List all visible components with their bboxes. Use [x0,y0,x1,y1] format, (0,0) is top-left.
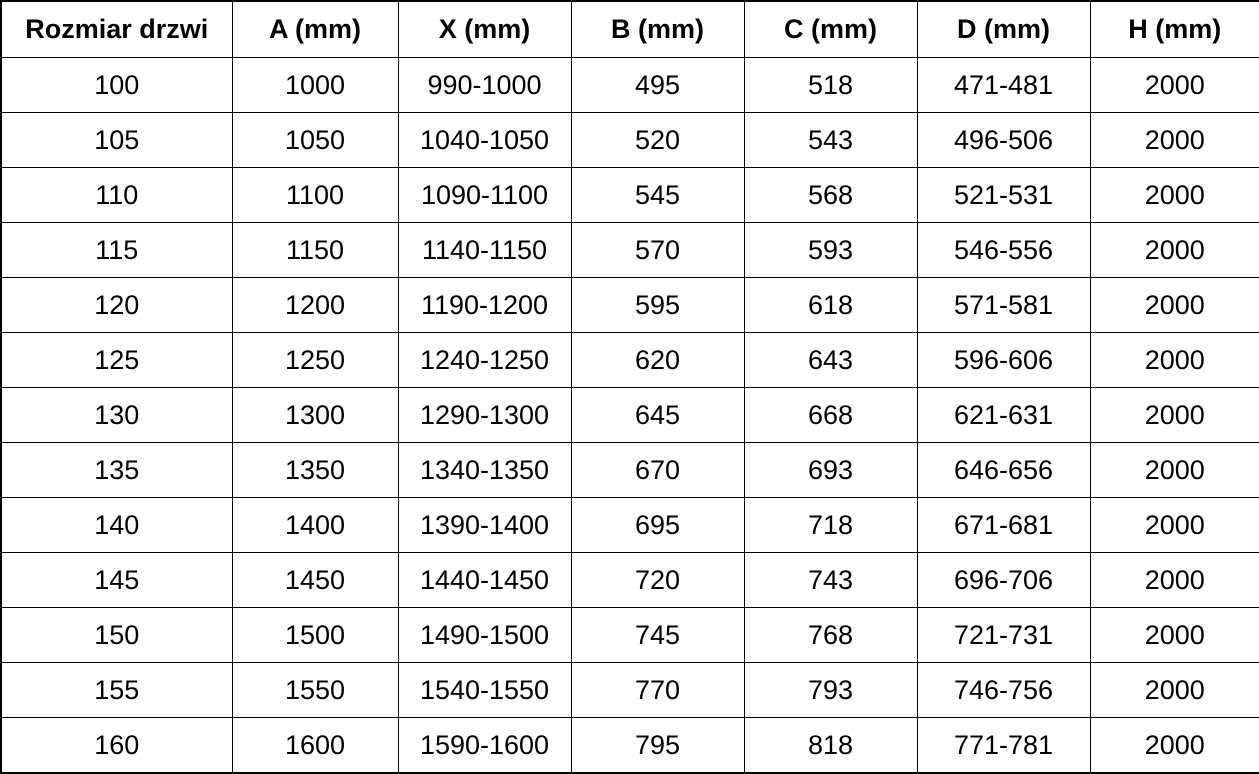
table-cell: 2000 [1090,553,1259,608]
table-cell: 1050 [232,113,398,168]
table-cell: 1550 [232,663,398,718]
table-cell: 2000 [1090,498,1259,553]
table-cell: 746-756 [917,663,1090,718]
table-cell: 646-656 [917,443,1090,498]
table-cell: 521-531 [917,168,1090,223]
table-cell: 1090-1100 [398,168,571,223]
table-cell: 745 [571,608,744,663]
table-cell: 1440-1450 [398,553,571,608]
table-cell: 1350 [232,443,398,498]
table-cell: 140 [1,498,232,553]
table-cell: 743 [744,553,917,608]
table-cell: 1250 [232,333,398,388]
table-row [1,608,1259,663]
table-cell: 2000 [1090,718,1259,774]
table-cell: 696-706 [917,553,1090,608]
table-cell: 2000 [1090,168,1259,223]
table-cell: 125 [1,333,232,388]
table-cell: 1600 [232,718,398,774]
table-cell: 1590-1600 [398,718,571,774]
table-cell: 695 [571,498,744,553]
table-cell: 1390-1400 [398,498,571,553]
table-body [1,58,1259,774]
table-row [1,278,1259,333]
table-cell: 795 [571,718,744,774]
table-cell: 100 [1,58,232,113]
table-cell: 1290-1300 [398,388,571,443]
table-cell: 2000 [1090,113,1259,168]
table-cell: 105 [1,113,232,168]
table-cell: 571-581 [917,278,1090,333]
table-cell: 115 [1,223,232,278]
table-cell: 150 [1,608,232,663]
table-cell: 720 [571,553,744,608]
table-cell: 1540-1550 [398,663,571,718]
table-cell: 471-481 [917,58,1090,113]
table-cell: 693 [744,443,917,498]
table-row [1,58,1259,113]
table-cell: 1240-1250 [398,333,571,388]
table-cell: 990-1000 [398,58,571,113]
column-header-x-mm: X (mm) [398,1,571,58]
table-cell: 570 [571,223,744,278]
table-cell: 596-606 [917,333,1090,388]
table-cell: 546-556 [917,223,1090,278]
table-cell: 1000 [232,58,398,113]
table-cell: 595 [571,278,744,333]
column-header-rozmiar-drzwi: Rozmiar drzwi [1,1,232,58]
table-cell: 568 [744,168,917,223]
table-cell: 1190-1200 [398,278,571,333]
table-cell: 718 [744,498,917,553]
column-header-c-mm: C (mm) [744,1,917,58]
table-row [1,663,1259,718]
table-cell: 155 [1,663,232,718]
column-header-h-mm: H (mm) [1090,1,1259,58]
table-cell: 520 [571,113,744,168]
table-cell: 518 [744,58,917,113]
table-cell: 1150 [232,223,398,278]
table-cell: 643 [744,333,917,388]
table-cell: 618 [744,278,917,333]
table-cell: 110 [1,168,232,223]
table-cell: 130 [1,388,232,443]
table-cell: 2000 [1090,608,1259,663]
table-row [1,718,1259,774]
table-cell: 668 [744,388,917,443]
table-cell: 1200 [232,278,398,333]
table-cell: 2000 [1090,333,1259,388]
column-header-a-mm: A (mm) [232,1,398,58]
table-row [1,443,1259,498]
table-cell: 160 [1,718,232,774]
table-cell: 670 [571,443,744,498]
table-cell: 1450 [232,553,398,608]
table-cell: 621-631 [917,388,1090,443]
table-cell: 645 [571,388,744,443]
column-header-d-mm: D (mm) [917,1,1090,58]
table-row [1,498,1259,553]
table-cell: 1500 [232,608,398,663]
table-row [1,553,1259,608]
table-row [1,388,1259,443]
header-row [1,1,1259,58]
table-cell: 1340-1350 [398,443,571,498]
table-cell: 120 [1,278,232,333]
table-cell: 1100 [232,168,398,223]
table-cell: 2000 [1090,443,1259,498]
table-cell: 135 [1,443,232,498]
table-cell: 545 [571,168,744,223]
table-cell: 543 [744,113,917,168]
table-cell: 145 [1,553,232,608]
table-row [1,223,1259,278]
table-cell: 771-781 [917,718,1090,774]
table-cell: 793 [744,663,917,718]
table-cell: 1400 [232,498,398,553]
table-row [1,168,1259,223]
table-cell: 2000 [1090,58,1259,113]
table-cell: 496-506 [917,113,1090,168]
table-cell: 2000 [1090,663,1259,718]
table-cell: 1490-1500 [398,608,571,663]
table-cell: 1040-1050 [398,113,571,168]
table-cell: 2000 [1090,223,1259,278]
table-cell: 593 [744,223,917,278]
table-cell: 620 [571,333,744,388]
table-cell: 2000 [1090,388,1259,443]
table-cell: 1300 [232,388,398,443]
table-cell: 818 [744,718,917,774]
column-header-b-mm: B (mm) [571,1,744,58]
table-row [1,333,1259,388]
table-row [1,113,1259,168]
table-cell: 2000 [1090,278,1259,333]
table-cell: 1140-1150 [398,223,571,278]
table-cell: 721-731 [917,608,1090,663]
table-cell: 768 [744,608,917,663]
table-cell: 671-681 [917,498,1090,553]
table-cell: 495 [571,58,744,113]
table-cell: 770 [571,663,744,718]
